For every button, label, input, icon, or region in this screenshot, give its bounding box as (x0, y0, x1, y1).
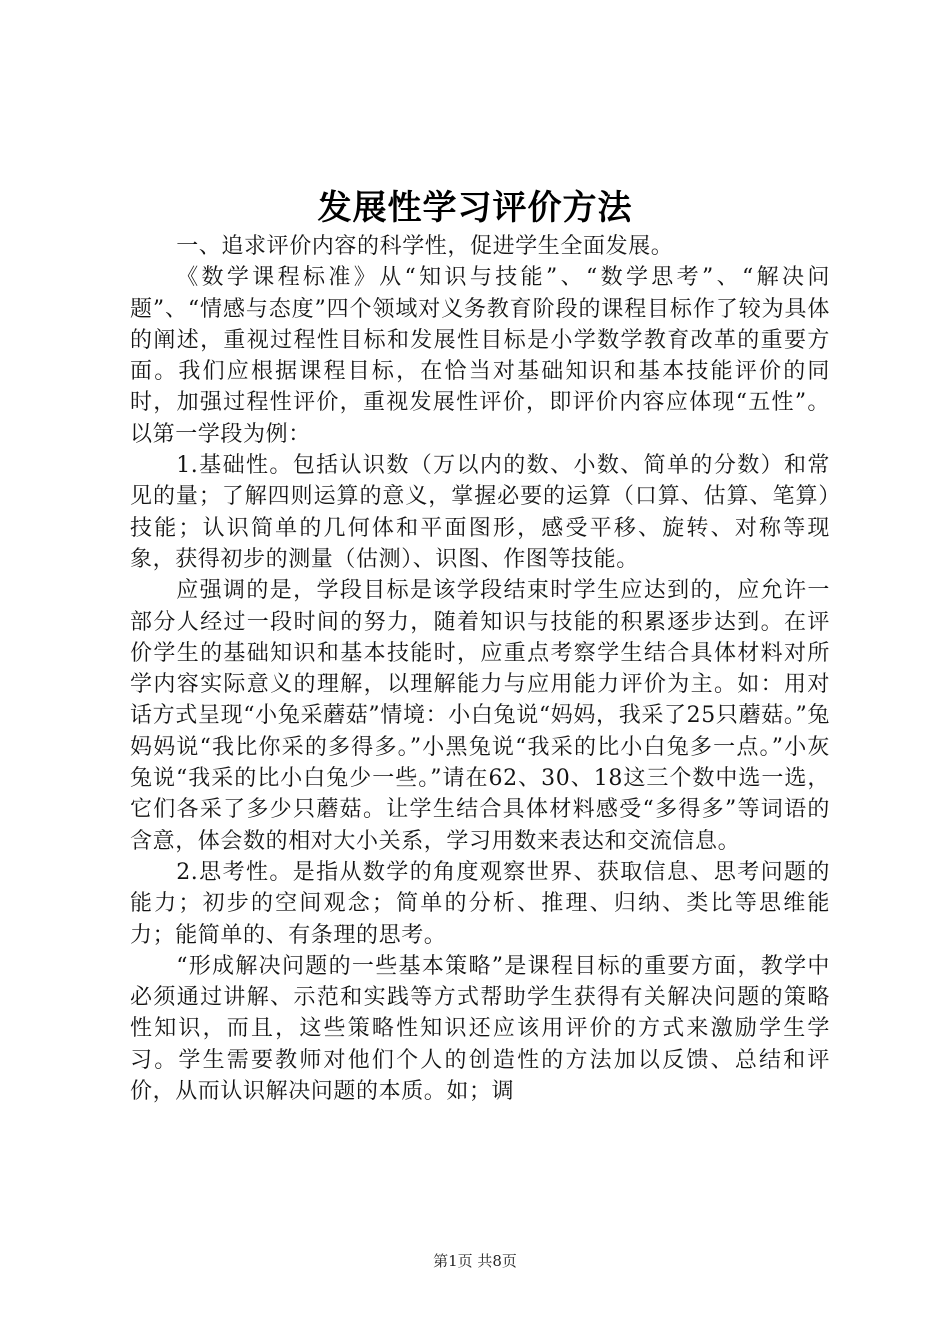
document-body (130, 231, 830, 1107)
paragraph-thinking-nature: 2.思考性。是指从数学的角度观察世界、获取信息、思考问题的能力；初步的空间观念；简单的分析、推理、归纳、类比等思维能力；能简单的、有条理的思考。 (130, 859, 830, 948)
page-number-footer: 第1页 共8页 (433, 1252, 517, 1270)
document-title: 发展性学习评价方法 (317, 188, 633, 228)
paragraph-section-heading: 一、追求评价内容的科学性，促进学生全面发展。 (176, 234, 674, 259)
paragraph-problem-solving-strategy: “形成解决问题的一些基本策略”是课程目标的重要方面，教学中必须通过讲解、示范和实践等方式帮助学生获得有关解决问题的策略性知识，而且，这些策略性知识还应该用评价的方式来激励学生学习。学生需要教师对他们个人的创造性的方法加以反馈、总结和评价，从而认识解决问题的本质。如；调 (130, 953, 830, 1105)
paragraph-curriculum-standard: 《数学课程标准》从“知识与技能”、“数学思考”、“解决问题”、“情感与态度”四个领域对义务教育阶段的课程目标作了较为具体的阐述，重视过程性目标和发展性目标是小学数学教育改革的重要方面。我们应根据课程目标，在恰当对基础知识和基本技能评价的同时，加强过程性评价，重视发展性评价，即评价内容应体现“五性”。以第一学段为例： (130, 265, 830, 447)
paragraph-emphasis-example: 应强调的是，学段目标是该学段结束时学生应达到的，应允许一部分人经过一段时间的努力，随着知识与技能的积累逐步达到。在评价学生的基础知识和基本技能时，应重点考察学生结合具体材料对所学内容实际意义的理解，以理解能力与应用能力评价为主。如：用对话方式呈现“小兔采蘑菇”情境：小白兔说“妈妈，我采了25只蘑菇。”兔妈妈说“我比你采的多得多。”小黑兔说“我采的比小白兔多一点。”小灰兔说“我采的比小白兔少一些。”请在62、30、18这三个数中选一选，它们各采了多少只蘑菇。让学生结合具体材料感受“多得多”等词语的含意，体会数的相对大小关系，学习用数来表达和交流信息。 (130, 578, 830, 854)
paragraph-basic-nature: 1.基础性。包括认识数（万以内的数、小数、简单的分数）和常见的量；了解四则运算的意义，掌握必要的运算（口算、估算、笔算）技能；认识简单的几何体和平面图形，感受平移、旋转、对称等现象，获得初步的测量（估测）、识图、作图等技能。 (130, 453, 830, 572)
